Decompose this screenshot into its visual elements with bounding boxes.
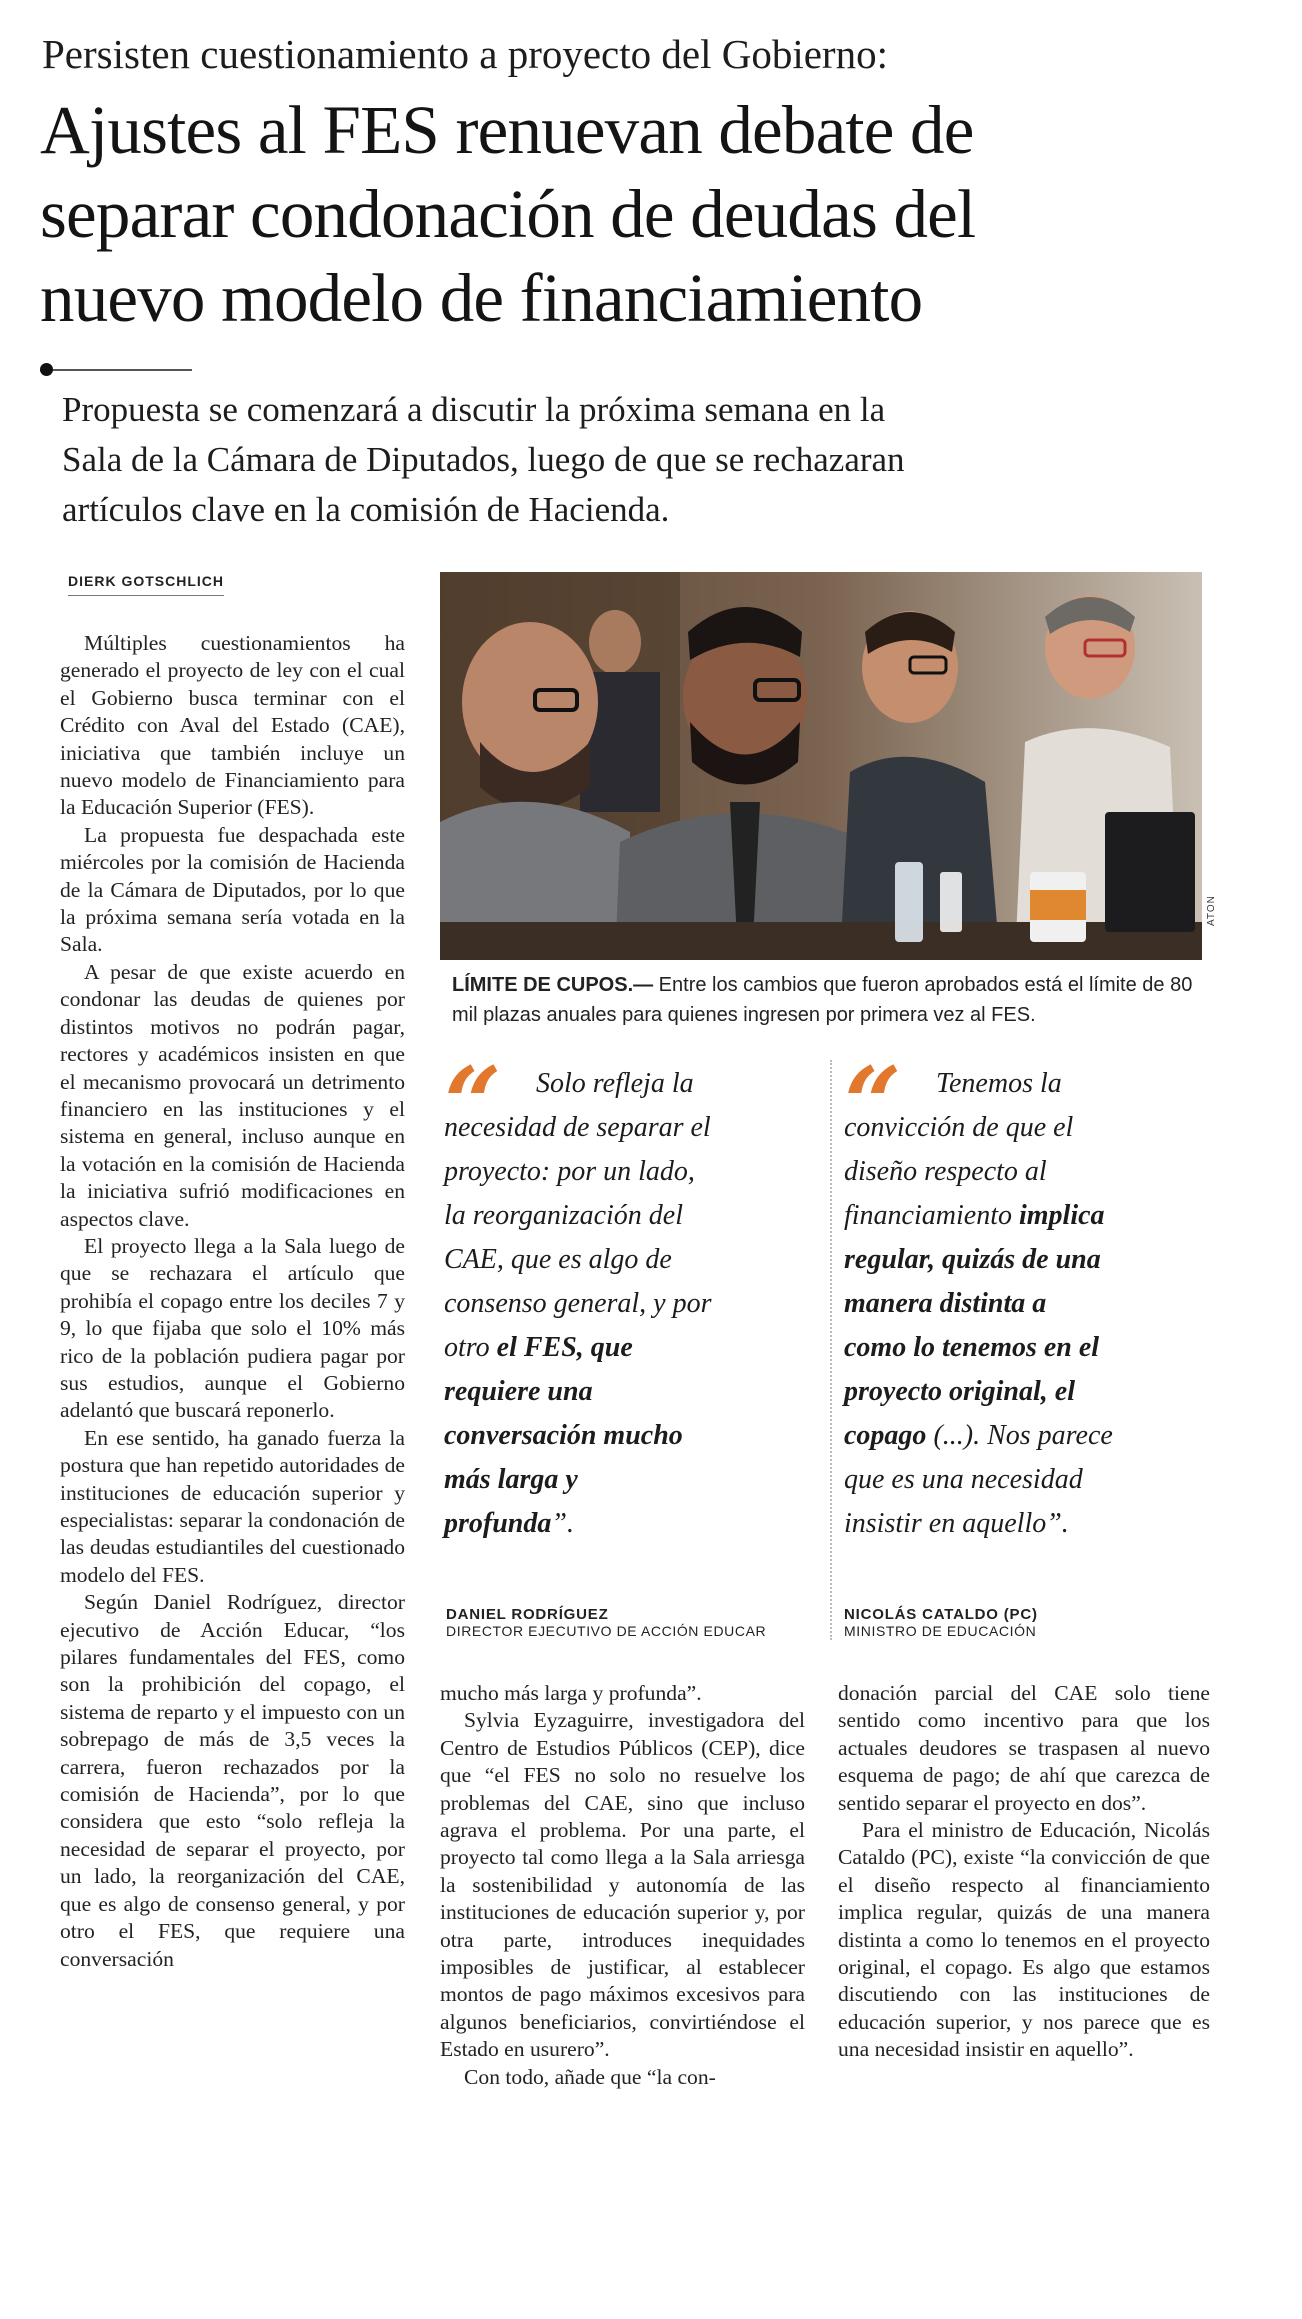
quote-line: necesidad de separar el: [444, 1112, 711, 1143]
quote-emphasis: requiere una: [444, 1376, 593, 1407]
subheadline: [62, 385, 1272, 535]
quote-separator: [830, 1060, 832, 1640]
quote-emphasis: proyecto original, el: [844, 1376, 1075, 1407]
headline-line: nuevo modelo de financiamiento: [40, 260, 923, 336]
quote-line: [844, 1282, 1214, 1326]
byline: DIERK GOTSCHLICH: [68, 573, 224, 596]
quote-line: [444, 1502, 814, 1546]
quote-line: CAE, que es algo de: [444, 1244, 672, 1275]
quote-emphasis: copago: [844, 1420, 927, 1451]
divider-rule: [40, 369, 192, 371]
quote-emphasis: regular, quizás de una: [844, 1244, 1101, 1275]
quote-fragment: (...). Nos parece: [926, 1420, 1113, 1451]
quote-line: Tenemos la: [936, 1068, 1062, 1099]
quote-attribution-2: [844, 1606, 1038, 1639]
paragraph: La propuesta fue despachada este miércoles por la comisión de Hacienda de la Cámara de Diputados, por lo que la próxima semana sería votada en la Sala.: [60, 822, 405, 957]
subheadline-line: Propuesta se comenzará a discutir la próxima semana en la: [62, 390, 886, 429]
quote-emphasis: como lo tenemos en el: [844, 1332, 1100, 1363]
quote-line: diseño respecto al: [844, 1156, 1047, 1187]
quote-line: [844, 1238, 1214, 1282]
quote-line: [444, 1458, 814, 1502]
quote-line: insistir en aquello”.: [844, 1508, 1069, 1539]
quote-line: convicción de que el: [844, 1112, 1074, 1143]
attribution-role: MINISTRO DE EDUCACIÓN: [844, 1623, 1037, 1639]
news-photo: [440, 572, 1202, 960]
quote-line: [844, 1326, 1214, 1370]
headline-line: separar condonación de deudas del: [40, 176, 976, 252]
bullet-dot-icon: [40, 363, 53, 376]
subheadline-line: artículos clave en la comisión de Hacienda.: [62, 490, 670, 529]
quote-line: consenso general, y por: [444, 1288, 712, 1319]
body-column-2: [440, 1680, 805, 2091]
quote-attribution-1: [446, 1606, 766, 1639]
paragraph: Sylvia Eyzaguirre, investigadora del Centro de Estudios Públicos (CEP), dice que “el FES no solo no resuelve los problemas del CAE, sino que incluso agrava el problema. Por una parte, el proyecto tal como llega a la Sala arriesga la sostenibilidad y autonomía de las instituciones de educación superior y, por otra parte, introduces inequidades imposibles de justificar, al establecer montos de pago máximos excesivos para algunos beneficiarios, convirtiéndose el Estado en usurero”.: [440, 1708, 805, 2062]
quote-line: [444, 1370, 814, 1414]
subheadline-line: Sala de la Cámara de Diputados, luego de que se rechazaran: [62, 440, 905, 479]
body-column-3: [838, 1680, 1210, 2064]
quote-fragment: otro: [444, 1332, 497, 1363]
paragraph: Con todo, añade que “la con-: [464, 2064, 716, 2089]
quote-line: la reorganización del: [444, 1200, 684, 1231]
quote-emphasis: más larga y: [444, 1464, 578, 1495]
quote-line: [444, 1414, 814, 1458]
paragraph: Según Daniel Rodríguez, director ejecutivo de Acción Educar, “los pilares fundamentales del FES, como son la prohibición del copago, el sistema de reparto y el impuesto con un sobrepago de más de 3,5 veces la carrera, fueron rechazados por la comisión de Hacienda”, por lo que considera que esto “solo refleja la necesidad de separar el proyecto, por un lado, la reorganización del CAE, que es algo de consenso general, y por otro el FES, que requiere una conversación: [60, 1590, 405, 1971]
headline: [40, 88, 1290, 340]
quote-line: que es una necesidad: [844, 1464, 1083, 1495]
pull-quote-2: [844, 1045, 1214, 1546]
paragraph: El proyecto llega a la Sala luego de que se rechazara el artículo que prohibía el copago entre los deciles 7 y 9, lo que fijaba que solo el 10% más rico de la población pudiera pagar por sus estudios, aunque el Gobierno adelantó que buscará reponerlo.: [60, 1233, 405, 1423]
photo-caption: [452, 970, 1207, 1030]
quote-emphasis: conversación mucho: [444, 1420, 683, 1451]
quote-emphasis: implica: [1018, 1200, 1105, 1231]
quote-emphasis: profunda: [444, 1508, 552, 1539]
attribution-name: NICOLÁS CATALDO (PC): [844, 1606, 1038, 1623]
paragraph: mucho más larga y profunda”.: [440, 1681, 702, 1705]
quote-emphasis: el FES, que: [496, 1332, 633, 1363]
quote-line: proyecto: por un lado,: [444, 1156, 695, 1187]
quote-fragment: financiamiento: [844, 1200, 1019, 1231]
quote-line: [444, 1326, 814, 1370]
quote-line: [844, 1370, 1214, 1414]
quote-emphasis: manera distinta a: [844, 1288, 1047, 1319]
quote-mark-icon: “: [844, 1045, 888, 1163]
pull-quote-1: [444, 1045, 814, 1546]
body-column-1: [60, 630, 405, 1973]
paragraph: donación parcial del CAE solo tiene sentido como incentivo para que los actuales deudores se traspasen al nuevo esquema de pago; de ahí que carezca de sentido separar el proyecto en dos”.: [838, 1681, 1210, 1815]
paragraph: A pesar de que existe acuerdo en condonar las deudas de quienes por distintos motivos no podrán pagar, rectores y académicos insisten en que el mecanismo provocará un detrimento financiero en las instituciones y el sistema en general, incluso aunque en la votación en la comisión de Hacienda la iniciativa sufrió modificaciones en aspectos clave.: [60, 959, 405, 1231]
kicker: Persisten cuestionamiento a proyecto del Gobierno:: [42, 31, 888, 77]
headline-line: Ajustes al FES renuevan debate de: [40, 92, 974, 168]
paragraph: En ese sentido, ha ganado fuerza la postura que han repetido autoridades de instituciones de educación superior y especialistas: separar la condonación de las deudas estudiantiles del cuestionado modelo del FES.: [60, 1425, 405, 1587]
attribution-name: DANIEL RODRÍGUEZ: [446, 1606, 609, 1623]
paragraph: Múltiples cuestionamientos ha generado el proyecto de ley con el cual el Gobierno busca terminar con el Crédito con Aval del Estado (CAE), iniciativa que también incluye un nuevo modelo de Financiamiento para la Educación Superior (FES).: [60, 631, 405, 820]
quote-fragment: ”.: [551, 1508, 574, 1539]
quote-line: [844, 1194, 1214, 1238]
photo-illustration: [440, 572, 1202, 960]
quote-line: [844, 1414, 1214, 1458]
quote-line: Solo refleja la: [536, 1068, 694, 1099]
paragraph: Para el ministro de Educación, Nicolás Cataldo (PC), existe “la convicción de que el diseño respecto al financiamiento implica regular, quizás de una manera distinta a como lo tenemos en el proyecto original, el copago. Es algo que estamos discutiendo con las instituciones de educación superior, y nos parece que es una necesidad insistir en aquello”.: [838, 1818, 1210, 2062]
caption-text: Entre los cambios que fueron aprobados está el límite de 80 mil plazas anuales para quienes ingresen por primera vez al FES.: [452, 974, 1193, 1026]
caption-label: LÍMITE DE CUPOS.—: [452, 974, 654, 996]
photo-credit: ATON: [1206, 895, 1217, 926]
attribution-role: DIRECTOR EJECUTIVO DE ACCIÓN EDUCAR: [446, 1623, 767, 1639]
quote-mark-icon: “: [444, 1045, 488, 1163]
